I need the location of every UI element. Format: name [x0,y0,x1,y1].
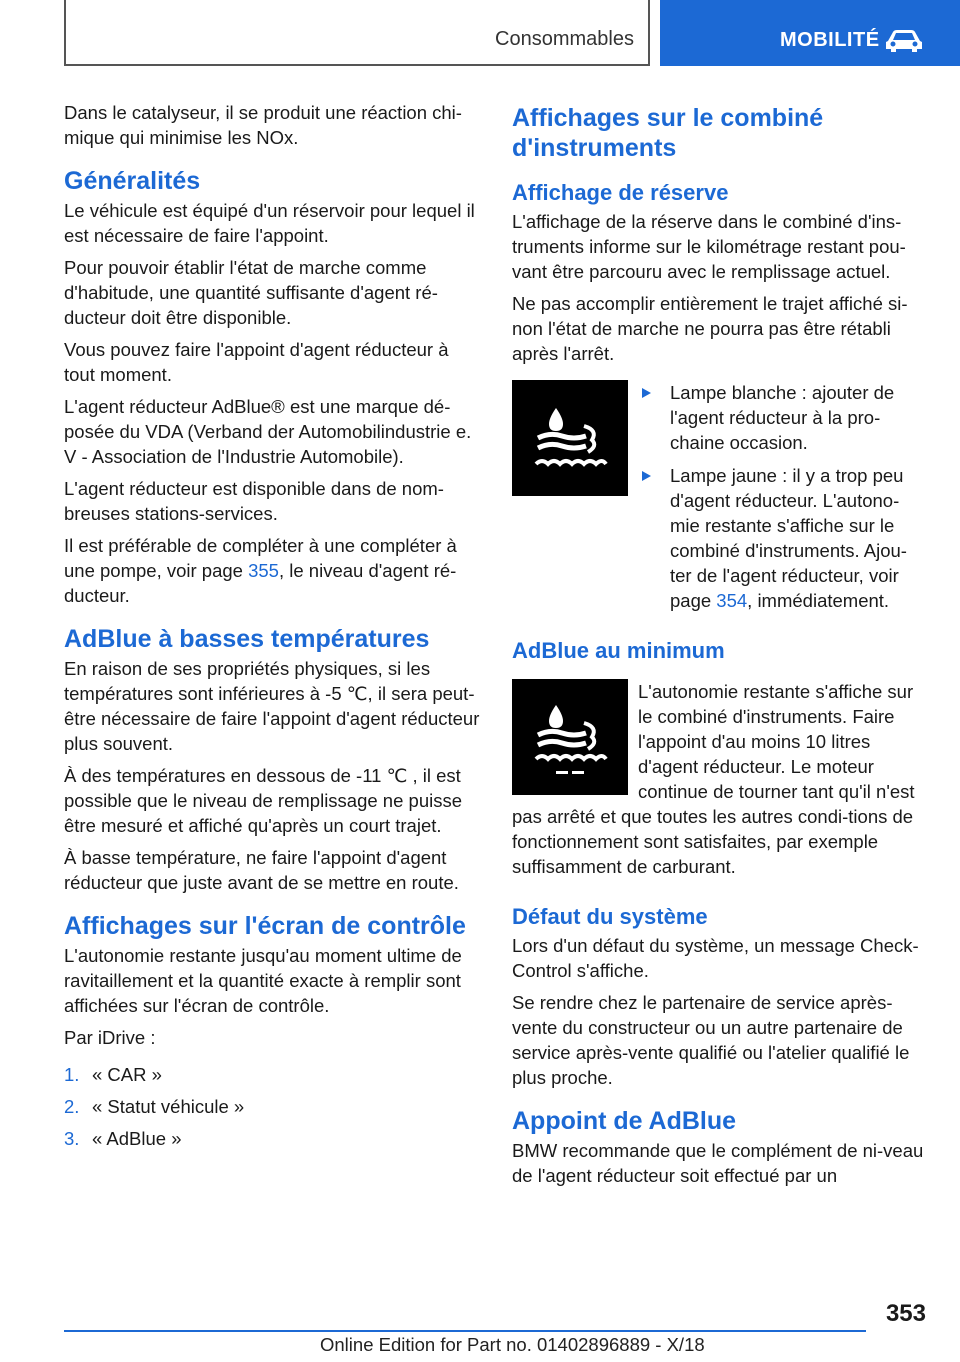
ecran-p2: Par iDrive : [64,1027,156,1048]
lamp-white-text: Lampe blanche : ajouter de l'agent réducteur à la pro-chaine occasion. [670,382,895,453]
basses-p1: En raison de ses propriétés physiques, si les températures sont inférieures à -5 ℃, il sera peut-être nécessaire de faire l'appoint d'agent réducteur plus souvent. [64,658,480,754]
page-number: 353 [885,1300,926,1327]
adblue-empty-icon [512,679,628,795]
heading-combine-instruments: Affichages sur le combiné d'instruments [512,104,824,162]
idrive-steps [64,1062,480,1151]
ecran-p1: L'autonomie restante jusqu'au moment ultime de ravitaillement et la quantité exacte à remplir sont affichées sur l'écran de contrôle. [64,945,462,1016]
step-text: « CAR » [92,1064,162,1085]
adblue-reserve-icon [512,380,628,496]
minimum-block [512,679,928,879]
generalites-p6 [64,533,480,608]
heading-basses-temperatures: AdBlue à basses températures [64,625,430,653]
heading-affichage-reserve: Affichage de réserve [512,180,729,205]
heading-generalites: Généralités [64,167,201,195]
edition-text: Online Edition for Part no. 01402896889 - X/18 [320,1334,705,1355]
heading-appoint-adblue: Appoint de AdBlue [512,1107,737,1135]
minimum-p1: L'autonomie restante s'affiche sur le combiné d'instruments. Faire l'appoint d'au moins 10 litres d'agent réducteur. Le moteur continue de tourner tant qu'il n'est pas arrêté et que toutes les autres condi-tions de fonctionnement sont satisfaites, par exemple suffisamment de carburant. [512,681,915,877]
text-fragment: , le niveau d'agent ré-ducteur. [64,560,457,606]
list-item [640,463,928,613]
heading-ecran-controle: Affichages sur l'écran de contrôle [64,912,466,940]
page-link-354[interactable]: 354 [716,590,748,611]
basses-p2: À des températures en dessous de -11 ℃ , il est possible que le niveau de remplissage ne puisse être mesuré et affiché qu'après un court trajet. [64,765,463,836]
bullet-triangle-icon [640,380,670,455]
adblue-minimum-icon [512,679,628,795]
car-icon [882,27,926,53]
text-fragment: Il est préférable de compléter à une compléter à une pompe, voir page [64,535,457,581]
defaut-p1: Lors d'un défaut du système, un message Check-Control s'affiche. [512,935,919,981]
step-number: 3. [64,1128,80,1149]
appoint-p1: BMW recommande que le complément de ni-veau de l'agent réducteur soit effectué par un [512,1140,924,1186]
generalites-p5: L'agent réducteur est disponible dans de nom-breuses stations-services. [64,478,444,524]
defaut-p2: Se rendre chez le partenaire de service après-vente du constructeur ou un autre partenaire de service après-vente qualifié ou l'atelier qualifié le plus proche. [512,992,910,1088]
chapter-title: MOBILITÉ [780,29,880,51]
text-fragment: Lampe jaune : il y a trop peu d'agent réducteur. L'autono-mie restante s'affiche sur le combiné d'instruments. Ajou-ter de l'agent réducteur, voir page [670,465,907,611]
right-column [512,100,928,1195]
reserve-p1: L'affichage de la réserve dans le combiné d'ins-truments informe sur le kilométrage restant pou-vant être parcouru avec le remplissage actuel. [512,211,906,282]
reserve-p2: Ne pas accomplir entièrement le trajet affiché si-non l'état de marche ne pourra pas être rétabli après l'arrêt. [512,293,908,364]
basses-p3: À basse température, ne faire l'appoint d'agent réducteur que juste avant de se mettre en route. [64,847,459,893]
list-item [640,380,928,455]
step-text: « Statut véhicule » [92,1096,245,1117]
chapter-tab [660,0,960,66]
text-fragment: , immédiatement. [747,590,890,611]
generalites-p2: Pour pouvoir établir l'état de marche comme d'habitude, une quantité suffisante d'agent ré-ducteur doit être disponible. [64,257,438,328]
step-number: 1. [64,1064,80,1085]
list-item [64,1126,480,1151]
step-text: « AdBlue » [92,1128,182,1149]
list-item [64,1094,480,1119]
page-header [0,0,960,66]
bullet-triangle-icon [640,463,670,613]
generalites-p1: Le véhicule est équipé d'un réservoir pour lequel il est nécessaire de faire l'appoint. [64,200,475,246]
lamp-list [640,380,928,621]
heading-adblue-minimum: AdBlue au minimum [512,638,725,663]
intro-paragraph: Dans le catalyseur, il se produit une réaction chi-mique qui minimise les NOx. [64,102,462,148]
adblue-warning-icon [512,380,628,496]
left-column [64,100,480,1158]
list-item [64,1062,480,1087]
heading-defaut-systeme: Défaut du système [512,904,708,929]
lamp-yellow-text [670,463,928,613]
lamp-block [512,380,928,621]
generalites-p4: L'agent réducteur AdBlue® est une marque dé-posée du VDA (Verband der Automobilindustrie e. V - Association de l'Industrie Automobile). [64,396,472,467]
section-title: Consommables [495,28,634,50]
generalites-p3: Vous pouvez faire l'appoint d'agent réducteur à tout moment. [64,339,449,385]
footer-divider [64,1330,866,1332]
section-tab [64,0,650,66]
step-number: 2. [64,1096,80,1117]
page-link-355[interactable]: 355 [248,560,279,581]
